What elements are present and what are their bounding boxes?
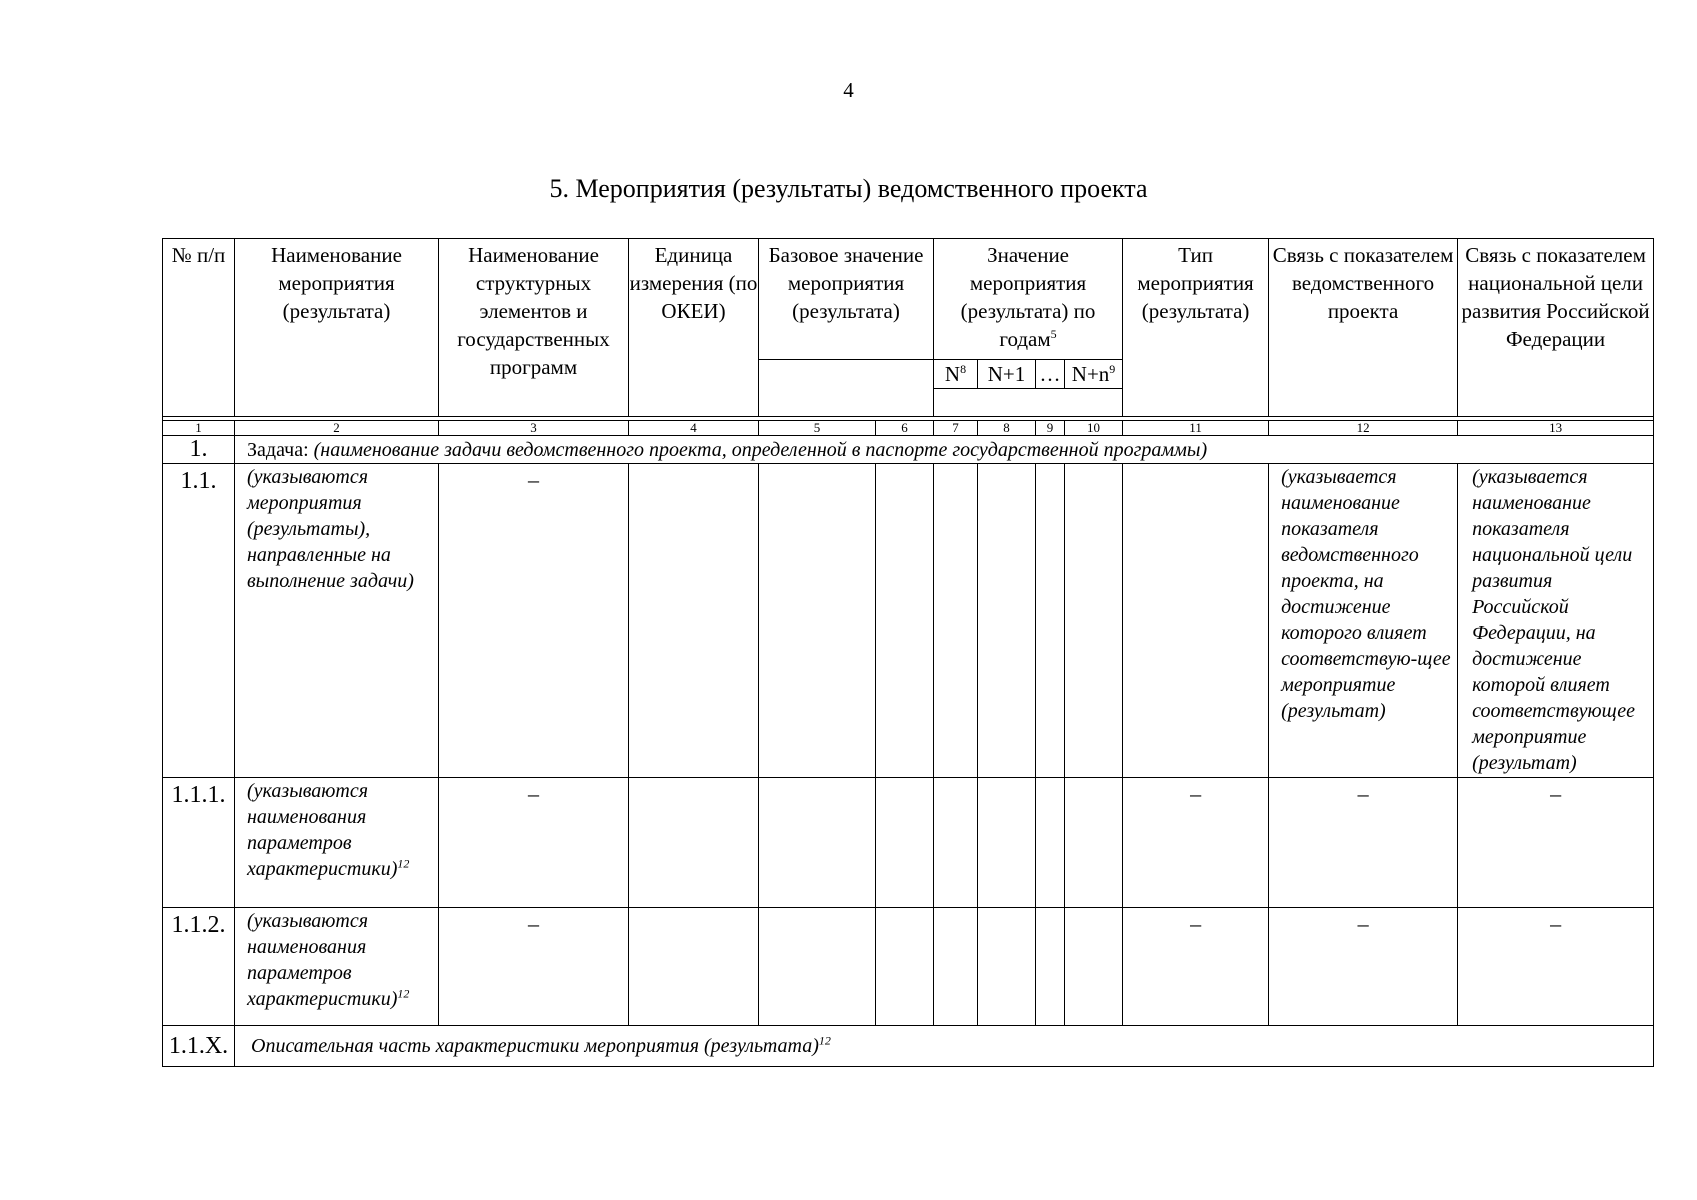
descriptive-part-text: Описательная часть характеристики мероприятия (результата) [251,1035,819,1057]
unit-cell [629,908,759,1026]
column-number: 7 [934,421,978,436]
parameter-name [235,908,439,1026]
column-number: 6 [876,421,934,436]
year-nn-cell [1065,778,1123,908]
header-values-by-year-text: Значение мероприятия (результата) по годам [960,243,1096,351]
year-n1-cell [978,908,1036,1026]
descriptive-part [235,1026,1654,1067]
type-cell: – [1123,908,1269,1026]
structural-elements: – [439,908,629,1026]
year-n-cell [934,464,978,778]
type-cell: – [1123,778,1269,908]
parameter-name-text: (указываются наименования параметров характеристики) [247,780,398,880]
year-n1-cell [978,778,1036,908]
header-type: Тип мероприятия (результата) [1123,239,1269,417]
column-number: 13 [1458,421,1654,436]
header-year-nn [1065,360,1123,389]
year-ellipsis-cell [1036,778,1065,908]
link-national-indicator: (указывается наименование показателя национальной цели развития Российской Федерации, на достижение которой влияет соответствующее мероприятие (результат) [1458,464,1654,778]
page-number: 4 [843,78,854,102]
link-national-indicator: – [1458,908,1654,1026]
column-number: 9 [1036,421,1065,436]
header-base-value: Базовое значение мероприятия (результата) [759,239,934,360]
year-nn-cell [1065,908,1123,1026]
year-n-cell [934,778,978,908]
structural-elements: – [439,778,629,908]
base-year-cell [876,778,934,908]
task-text: (наименование задачи ведомственного проекта, определенной в паспорте государственной программы) [313,438,1208,461]
header-values-by-year [934,239,1123,360]
task-label: Задача: [247,438,314,461]
base-year-cell [876,464,934,778]
header-structural-elements: Наименование структурных элементов и государственных программ [439,239,629,417]
year-n1-cell [978,464,1036,778]
column-number: 11 [1123,421,1269,436]
year-ellipsis-cell [1036,464,1065,778]
header-years-bottom-spacer [934,389,1123,417]
activities-table [162,238,1654,1067]
year-n-cell [934,908,978,1026]
unit-cell [629,464,759,778]
column-number: 2 [235,421,439,436]
activity-name: (указываются мероприятия (результаты), направленные на выполнение задачи) [235,464,439,778]
footnote-ref: 8 [960,362,967,376]
column-number: 3 [439,421,629,436]
footnote-ref: 9 [1109,362,1116,376]
column-number: 1 [163,421,235,436]
base-value-cell [759,464,876,778]
structural-elements: – [439,464,629,778]
column-number: 5 [759,421,876,436]
header-year-ellipsis: … [1036,360,1065,389]
row-number: 1.1.1. [163,778,235,908]
link-dept-indicator: (указывается наименование показателя ведомственного проекта, на достижение которого влияет соответствую-щее мероприятие (результат) [1269,464,1458,778]
header-year-n-text: N [944,362,961,386]
header-year-n1: N+1 [978,360,1036,389]
column-number: 10 [1065,421,1123,436]
year-ellipsis-cell [1036,908,1065,1026]
header-unit: Единица измерения (по ОКЕИ) [629,239,759,417]
base-value-cell [759,908,876,1026]
header-link-national: Связь с показателем национальной цели развития Российской Федерации [1458,239,1654,417]
section-title: 5. Мероприятия (результаты) ведомственного проекта [549,174,1148,203]
task-number: 1. [163,436,235,464]
unit-cell [629,778,759,908]
header-activity-name: Наименование мероприятия (результата) [235,239,439,417]
footnote-ref: 12 [397,986,410,1001]
base-year-cell [876,908,934,1026]
row-number: 1.1.X. [163,1026,235,1067]
column-number: 8 [978,421,1036,436]
parameter-name [235,778,439,908]
link-dept-indicator: – [1269,908,1458,1026]
header-year-nn-text: N+n [1071,362,1110,386]
task-description [235,436,1654,464]
header-year-n [934,360,978,389]
type-cell [1123,464,1269,778]
footnote-ref: 5 [1050,327,1057,341]
footnote-ref: 12 [818,1033,831,1048]
header-number: № п/п [163,239,235,417]
column-number: 12 [1269,421,1458,436]
header-base-value-spacer [759,360,934,417]
row-number: 1.1.2. [163,908,235,1026]
header-link-dept: Связь с показателем ведомственного проекта [1269,239,1458,417]
parameter-name-text: (указываются наименования параметров характеристики) [247,910,398,1010]
column-number: 4 [629,421,759,436]
year-nn-cell [1065,464,1123,778]
base-value-cell [759,778,876,908]
link-national-indicator: – [1458,778,1654,908]
row-number: 1.1. [163,464,235,778]
footnote-ref: 12 [397,856,410,871]
link-dept-indicator: – [1269,778,1458,908]
